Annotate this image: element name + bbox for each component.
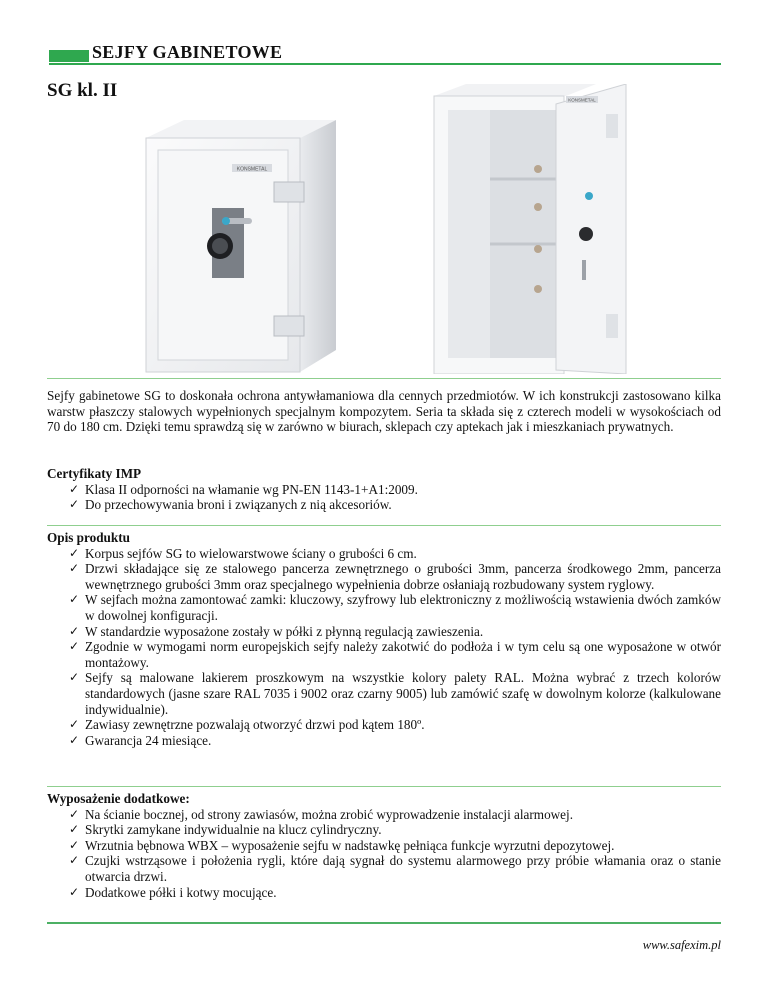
safe-closed-image xyxy=(140,120,340,375)
extras-section xyxy=(47,791,721,900)
list-item: ✓ Drzwi składające się ze stalowego pancerza zewnętrznego o grubości 3mm, pancerza środkowego 2mm, pancerza wewnętrznego grubości 3mm oraz specjalnego wypełnienia dobrze osłaniają rozbudowany system ryglowy. xyxy=(69,561,721,592)
intro-paragraph: Sejfy gabinetowe SG to doskonała ochrona antywłamaniowa dla cennych przedmiotów. W ich konstrukcji zastosowano kilka warstw płaszczy stalowych wypełnionych specjalnym kompozytem. Seria ta składa się z czterech modeli w wysokościach od 70 do 180 cm. Dzięki temu sprawdzą się w zarówno w biurach, sklepach czy aptekach jak i mieszkaniach prywatnych. xyxy=(47,388,721,435)
checkmark-icon: ✓ xyxy=(69,837,80,852)
checkmark-icon: ✓ xyxy=(69,806,80,821)
divider-1 xyxy=(47,378,721,379)
certificates-list xyxy=(47,482,721,513)
list-item: ✓ Dodatkowe półki i kotwy mocujące. xyxy=(69,884,277,900)
list-item: ✓ Do przechowywania broni i związanych z nią akcesoriów. xyxy=(69,497,392,513)
divider-3 xyxy=(47,786,721,787)
certificates-section xyxy=(47,466,721,513)
header-divider xyxy=(49,63,721,65)
divider-2 xyxy=(47,525,721,526)
product-subtitle: SG kl. II xyxy=(47,80,118,101)
list-item: ✓ Zawiasy zewnętrzne pozwalają otworzyć drzwi pod kątem 180º. xyxy=(69,717,425,733)
list-item: ✓ Sejfy są malowane lakierem proszkowym na wszystkie kolory palety RAL. Można wybrać z trzech kolorów standardowych (jasne szare RAL 7035 i 9002 oraz czarny 9005) lub zamówić szafę w dowolnym kolorze (kalkulowane indywidualnie). xyxy=(69,670,721,717)
list-item: ✓ Zgodnie w wymogami norm europejskich sejfy należy zakotwić do podłoża i w tym celu są one wyposażone w otwór montażowy. xyxy=(69,639,721,670)
checkmark-icon: ✓ xyxy=(69,561,80,576)
checkmark-icon: ✓ xyxy=(69,853,80,868)
checkmark-icon: ✓ xyxy=(69,822,80,837)
checkmark-icon: ✓ xyxy=(69,481,80,496)
safe-open-image xyxy=(426,84,652,374)
extras-list xyxy=(47,807,721,901)
list-item: ✓ Klasa II odporności na włamanie wg PN-EN 1143-1+A1:2009. xyxy=(69,481,418,497)
list-item: ✓ W sejfach można zamontować zamki: kluczowy, szyfrowy lub elektroniczny z możliwością wstawienia dwóch zamków w dowolnej konfiguracji. xyxy=(69,592,721,623)
footer-website[interactable]: www.safexim.pl xyxy=(642,938,721,952)
checkmark-icon: ✓ xyxy=(69,497,80,512)
certificates-heading: Certyfikaty IMP xyxy=(47,466,142,481)
description-list xyxy=(47,546,721,749)
safe-small-brand: KONSMETAL xyxy=(236,166,268,173)
description-heading: Opis produktu xyxy=(47,530,130,545)
list-item: ✓ Na ścianie bocznej, od strony zawiasów, można zrobić wyprowadzenie instalacji alarmowej. xyxy=(69,806,573,822)
safe-large-brand: KONSMETAL xyxy=(568,97,596,103)
page-title: SEJFY GABINETOWE xyxy=(92,42,283,62)
list-item: ✓ Wrzutnia bębnowa WBX – wyposażenie sejfu w nadstawkę pełniąca funkcje wyrzutni depozytowej. xyxy=(69,837,615,853)
checkmark-icon: ✓ xyxy=(69,717,80,732)
checkmark-icon: ✓ xyxy=(69,639,80,654)
checkmark-icon: ✓ xyxy=(69,732,80,747)
list-item: ✓ Czujki wstrząsowe i położenia rygli, które dają sygnał do systemu alarmowego przy próbie włamania oraz o stanie otwarcia drzwi. xyxy=(69,853,721,884)
checkmark-icon: ✓ xyxy=(69,670,80,685)
list-item: ✓ Gwarancja 24 miesiące. xyxy=(69,732,212,748)
description-section xyxy=(47,530,721,748)
header-accent-bar xyxy=(49,50,89,62)
list-item: ✓ Korpus sejfów SG to wielowarstwowe ściany o grubości 6 cm. xyxy=(69,545,417,561)
checkmark-icon: ✓ xyxy=(69,592,80,607)
checkmark-icon: ✓ xyxy=(69,623,80,638)
extras-heading: Wyposażenie dodatkowe: xyxy=(47,791,190,806)
footer-divider xyxy=(47,922,721,924)
list-item: ✓ Skrytki zamykane indywidualnie na klucz cylindryczny. xyxy=(69,822,382,838)
checkmark-icon: ✓ xyxy=(69,545,80,560)
list-item: ✓ W standardzie wyposażone zostały w półki z płynną regulacją zawieszenia. xyxy=(69,623,484,639)
checkmark-icon: ✓ xyxy=(69,884,80,899)
